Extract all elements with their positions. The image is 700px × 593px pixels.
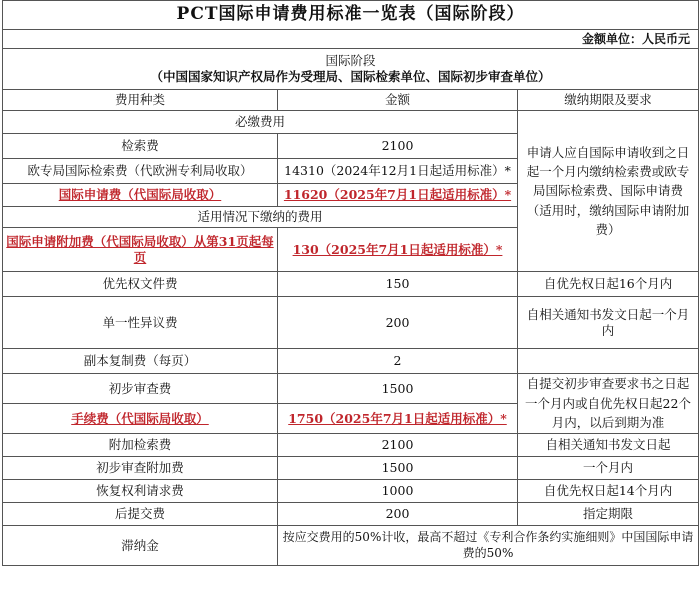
fee-name-search: 检索费 <box>3 134 278 159</box>
currency-unit: 金额单位：人民币元 <box>3 30 699 49</box>
fee-name-intl-additional: 国际申请附加费（代国际局收取）从第31页起每页 <box>3 228 278 272</box>
fee-amount-late-submission: 200 <box>278 503 518 526</box>
fee-name-priority-doc: 优先权文件费 <box>3 272 278 297</box>
stage-note: （中国国家知识产权局作为受理局、国际检索单位、国际初步审查单位） <box>150 69 551 84</box>
header-deadline: 缴纳期限及要求 <box>518 90 699 111</box>
stage-header <box>3 49 699 90</box>
fee-amount-handling: 1750（2025年7月1日起适用标准）* <box>278 404 518 434</box>
fee-name-late-payment: 滞纳金 <box>3 526 278 566</box>
fee-amount-additional-prelim: 1500 <box>278 457 518 480</box>
fee-table <box>2 0 699 566</box>
fee-amount-intl-additional: 130（2025年7月1日起适用标准）* <box>278 228 518 272</box>
header-amount: 金额 <box>278 90 518 111</box>
fee-name-handling: 手续费（代国际局收取） <box>3 404 278 434</box>
section-conditional: 适用情况下缴纳的费用 <box>3 207 518 228</box>
page-title: PCT国际申请费用标准一览表（国际阶段） <box>3 1 699 30</box>
fee-name-additional-prelim: 初步审查附加费 <box>3 457 278 480</box>
fee-amount-priority-doc: 150 <box>278 272 518 297</box>
fee-amount-prelim-exam: 1500 <box>278 374 518 404</box>
header-fee-type: 费用种类 <box>3 90 278 111</box>
fee-name-prelim-exam: 初步审查费 <box>3 374 278 404</box>
deadline-restoration: 自优先权日起14个月内 <box>518 480 699 503</box>
deadline-additional-search: 自相关通知书发文日起 <box>518 434 699 457</box>
fee-amount-search: 2100 <box>278 134 518 159</box>
fee-name-additional-search: 附加检索费 <box>3 434 278 457</box>
fee-amount-restoration: 1000 <box>278 480 518 503</box>
fee-name-restoration: 恢复权利请求费 <box>3 480 278 503</box>
fee-desc-late-payment: 按应交费用的50%计收，最高不超过《专利合作条约实施细则》中国国际申请费的50% <box>278 526 699 566</box>
fee-name-intl-filing: 国际申请费（代国际局收取） <box>3 184 278 207</box>
stage-name: 国际阶段 <box>325 53 376 69</box>
deadline-search-group: 申请人应自国际申请收到之日起一个月内缴纳检索费或欧专局国际检索费、国际申请费（适用时，缴纳国际申请附加费） <box>518 111 699 272</box>
fee-amount-unity-protest: 200 <box>278 297 518 349</box>
deadline-copy-empty <box>518 349 699 374</box>
fee-name-unity-protest: 单一性异议费 <box>3 297 278 349</box>
deadline-unity-protest: 自相关通知书发文日起一个月内 <box>518 297 699 349</box>
fee-amount-copy: 2 <box>278 349 518 374</box>
fee-name-late-submission: 后提交费 <box>3 503 278 526</box>
fee-name-copy: 副本复制费（每页） <box>3 349 278 374</box>
deadline-prelim-exam: 自提交初步审查要求书之日起一个月内或自优先权日起22个月内，以后到期为准 <box>518 374 699 434</box>
deadline-additional-prelim: 一个月内 <box>518 457 699 480</box>
section-mandatory: 必缴费用 <box>3 111 518 134</box>
deadline-priority-doc: 自优先权日起16个月内 <box>518 272 699 297</box>
deadline-late-submission: 指定期限 <box>518 503 699 526</box>
fee-amount-intl-filing: 11620（2025年7月1日起适用标准）* <box>278 184 518 207</box>
fee-amount-additional-search: 2100 <box>278 434 518 457</box>
fee-amount-epo-search: 14310（2024年12月1日起适用标准）* <box>278 159 518 184</box>
fee-name-epo-search: 欧专局国际检索费（代欧洲专利局收取） <box>3 159 278 184</box>
